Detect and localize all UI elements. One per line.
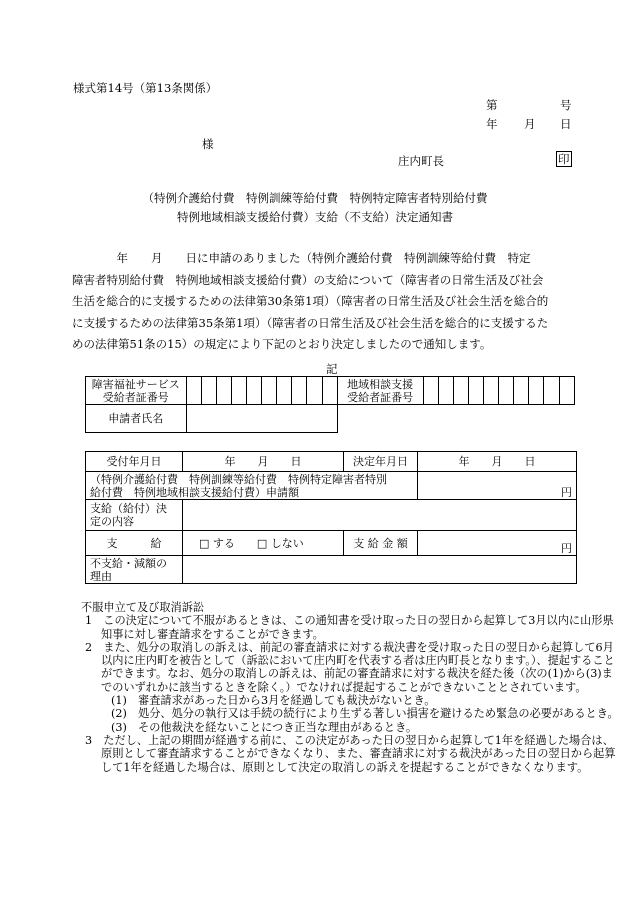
date-year: 年	[486, 117, 498, 131]
payment-options	[183, 531, 344, 556]
payment-label: 支 給	[86, 531, 183, 556]
appeal-subitem: (3) その他裁決を経ないことにつき正当な理由があるとき。	[111, 720, 418, 734]
applicant-name-label: 申請者氏名	[86, 405, 187, 433]
decision-content-field[interactable]	[183, 500, 577, 531]
document-title-line2: 特例地域相談支援給付費）支給（不支給）決定通知書	[177, 210, 453, 224]
decision-content-label: 支給（給付）決 定の内容	[86, 500, 183, 531]
notice-body	[72, 248, 622, 356]
appeal-subitem: (1) 審査請求があった日から3月を経過しても裁決がないとき。	[111, 694, 436, 708]
ki-heading: 記	[326, 362, 338, 376]
claim-amount-field[interactable]	[418, 472, 577, 500]
digit-cell[interactable]	[499, 377, 514, 405]
consult-number-label: 地域相談支援 受給者証番号	[337, 377, 423, 405]
digit-cell[interactable]	[231, 377, 246, 405]
payment-amount-label: 支 給 金 額	[344, 531, 418, 556]
digit-cell[interactable]	[514, 377, 529, 405]
decision-table	[85, 451, 577, 584]
document-title-line1: （特例介護給付費 特例訓練等給付費 特例特定障害者特別給付費	[142, 191, 488, 205]
appeal-section	[81, 601, 620, 774]
received-date-label: 受付年月日	[86, 452, 183, 472]
body-line: に支援するための法律第35条第1項）（障害者の日常生活及び社会生活を総合的に支援するた	[72, 315, 549, 330]
digit-cell[interactable]	[438, 377, 453, 405]
digit-cell[interactable]	[423, 377, 438, 405]
pay-yes-checkbox[interactable]: □ する	[199, 536, 235, 550]
date-day: 日	[560, 117, 572, 131]
appeal-item: 1 この決定について不服があるときは、この通知書を受け取った日の翌日から起算して3月以内に山形県知事に対し審査請求をすることができます。	[85, 614, 614, 641]
digit-cell[interactable]	[246, 377, 261, 405]
issuer-name: 庄内町長	[398, 154, 444, 168]
body-line: 年 月 日に申請のありました（特例介護給付費 特例訓練等給付費 特定	[82, 251, 531, 265]
body-line: 生活を総合的に支援するための法律第30条第1項）（障害者の日常生活及び社会生活を総合的	[72, 294, 549, 308]
digit-cell[interactable]	[186, 377, 201, 405]
document-number-prefix: 第	[486, 98, 498, 112]
pay-no-checkbox[interactable]: □ しない	[256, 536, 304, 550]
payment-amount-field[interactable]	[418, 531, 577, 556]
certificate-number-table	[85, 376, 575, 433]
form-number: 様式第14号（第13条関係）	[73, 81, 218, 95]
addressee-suffix: 様	[202, 137, 214, 151]
rejection-reason-field[interactable]	[183, 556, 577, 584]
applicant-name-field[interactable]	[186, 405, 337, 433]
digit-cell[interactable]	[292, 377, 307, 405]
appeal-item: 2 また、処分の取消しの訴えは、前記の審査請求に対する裁決書を受け取った日の翌日から起算して6月以内に庄内町を被告として（訴訟において庄内町を代表する者は庄内町長となります。）、提起することができます。なお、処分の取消しの訴えは、前記の審査請求に対する裁決を経た後（次の(1)から(3)までのいずれかに該当するときを除く。）でなければ提起することができないこととされています。	[85, 640, 615, 694]
yen-unit: 円	[561, 542, 572, 555]
yen-unit: 円	[561, 486, 572, 499]
digit-cell[interactable]	[262, 377, 277, 405]
seal-mark: 印	[558, 152, 570, 166]
claim-amount-label: （特例介護給付費 特例訓練等給付費 特例特定障害者特別 給付費 特例地域相談支援給付費）申請額	[86, 472, 418, 500]
digit-cell[interactable]	[322, 377, 337, 405]
decision-date-label: 決定年月日	[344, 452, 418, 472]
date-month: 月	[524, 117, 536, 131]
digit-cell[interactable]	[216, 377, 231, 405]
body-line: 障害者特別給付費 特例地域相談支援給付費）の支給について（障害者の日常生活及び社会	[72, 272, 544, 287]
digit-cell[interactable]	[453, 377, 468, 405]
digit-cell[interactable]	[468, 377, 483, 405]
body-line: めの法律第51条の15）の規定により下記のとおり決定しましたので通知します。	[72, 337, 492, 351]
digit-cell[interactable]	[544, 377, 559, 405]
received-date-field[interactable]: 年 月 日	[183, 452, 344, 472]
appeal-item: 3 ただし、上記の期間が経過する前に、この決定があった日の翌日から起算して1年を経過した場合は、原則として審査請求することができなくなり、また、審査請求に対する裁決があった日の翌日から起算して1年を経過した場合は、原則として決定の取消しの訴えを提起することができなくなります。	[85, 733, 616, 774]
service-number-label: 障害福祉サービス 受給者証番号	[86, 377, 187, 405]
appeal-subitem: (2) 処分、処分の執行又は手続の続行により生ずる著しい損害を避けるため緊急の必要があるとき。	[111, 707, 619, 721]
digit-cell[interactable]	[529, 377, 544, 405]
digit-cell[interactable]	[277, 377, 292, 405]
digit-cell[interactable]	[201, 377, 216, 405]
rejection-reason-label: 不支給・減額の 理由	[86, 556, 183, 584]
digit-cell[interactable]	[307, 377, 322, 405]
digit-cell[interactable]	[484, 377, 499, 405]
digit-cell[interactable]	[559, 377, 574, 405]
appeal-heading: 不服申立て及び取消訴訟	[81, 601, 205, 614]
document-number-suffix: 号	[560, 98, 572, 112]
decision-date-field[interactable]: 年 月 日	[418, 452, 577, 472]
